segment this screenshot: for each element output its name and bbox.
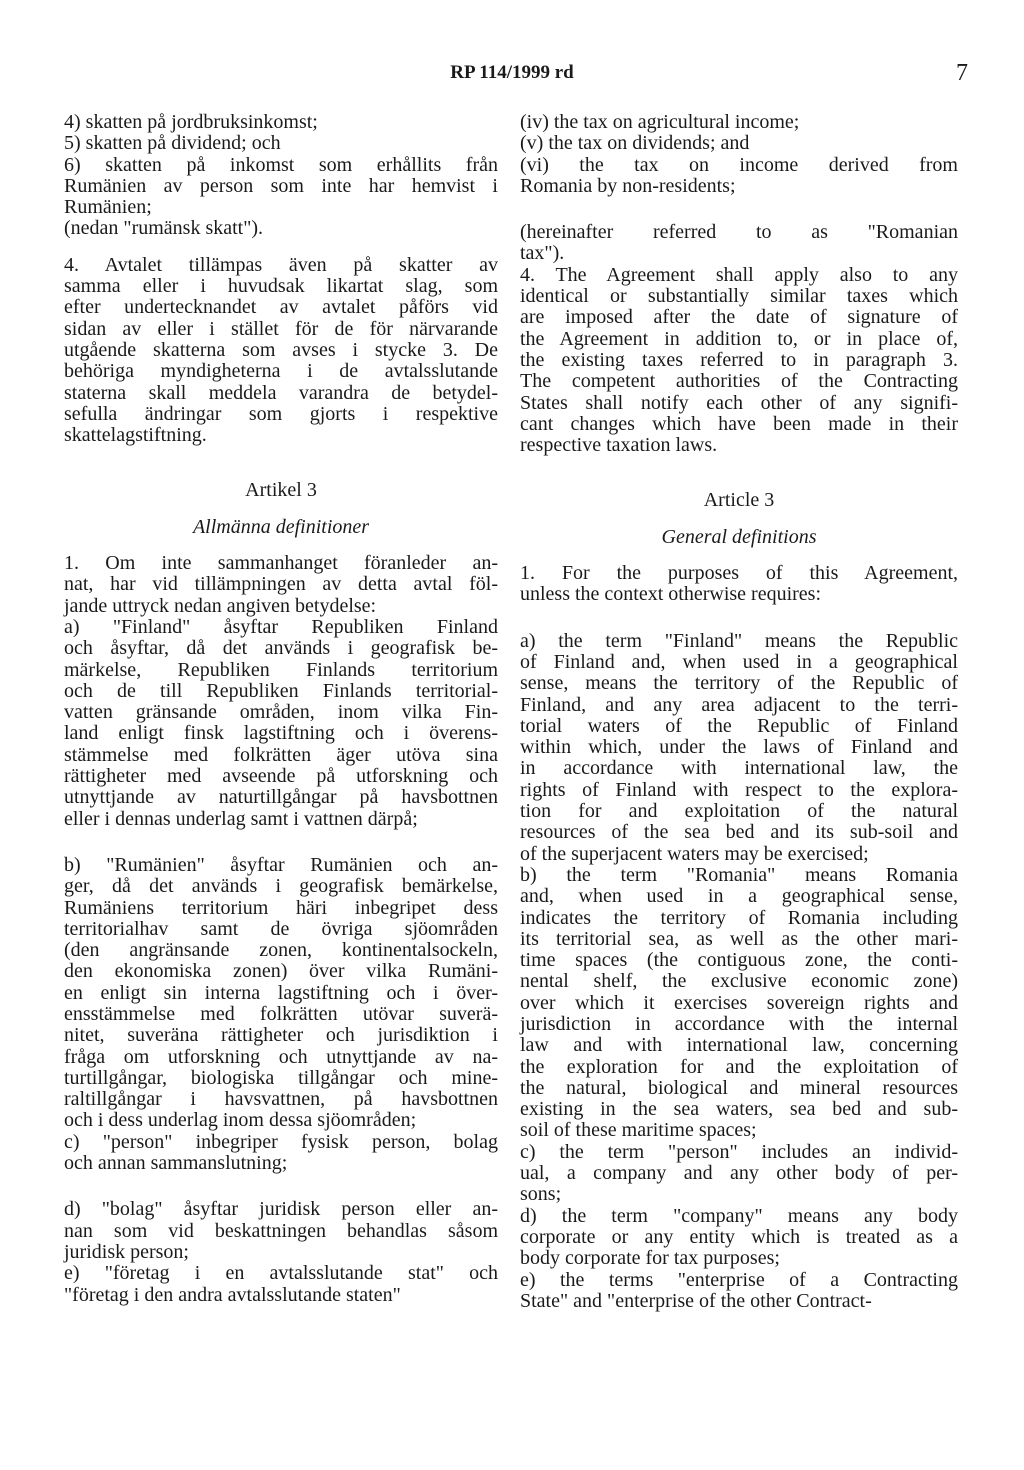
text-line: och de till Republiken Finlands territorial- — [64, 679, 498, 702]
sv-item-b — [64, 855, 498, 1132]
text-line: efter undertecknandet av avtalet påförs vid — [64, 296, 498, 319]
text-line: en enligt sin interna lagstiftning och i över- — [64, 981, 498, 1004]
sv-item-d — [64, 1199, 498, 1263]
text-line: nitet, suveräna rättigheter och jurisdiktion i — [64, 1024, 498, 1047]
text-line: tion for and exploitation of the natural — [520, 800, 958, 823]
text-line: raltillgångar i havsvattnen, på havsbottnen — [64, 1088, 498, 1111]
en-paragraph-4 — [520, 265, 958, 457]
text-line: och annan sammanslutning; — [64, 1152, 288, 1175]
text-line: Rumäniens territorium häri inbegripet dess — [64, 896, 498, 919]
text-line: b) "Rumänien" åsyftar Rumänien och an- — [64, 853, 498, 876]
text-line: e) the terms "enterprise of a Contracting — [520, 1268, 958, 1291]
text-line: its territorial sea, as well as the other mari- — [520, 927, 958, 950]
text-line: (nedan "rumänsk skatt"). — [64, 217, 264, 240]
text-line: nan som vid beskattningen behandlas såsom — [64, 1219, 498, 1242]
text-line: Rumänien; — [64, 196, 152, 219]
text-line: 1. Om inte sammanhanget föranleder an- — [64, 552, 498, 575]
en-paragraph-1 — [520, 563, 958, 606]
text-line: 4) skatten på jordbruksinkomst; — [64, 111, 318, 133]
text-line: a) "Finland" åsyftar Republiken Finland — [64, 615, 498, 638]
text-line: och åsyftar, då det används i geografisk be- — [64, 637, 498, 660]
text-line: sense, means the territory of the Republic of — [520, 672, 958, 695]
sv-item-a — [64, 617, 498, 830]
text-line: the natural, biological and mineral resources — [520, 1076, 958, 1099]
text-line: unless the context otherwise requires: — [520, 583, 822, 606]
english-column — [520, 112, 958, 1312]
text-line: c) "person" inbegriper fysisk person, bolag — [64, 1130, 498, 1153]
text-line: of Finland and, when used in a geographical — [520, 650, 958, 673]
text-line: respective taxation laws. — [520, 434, 718, 457]
text-line: rights of Finland with respect to the explora- — [520, 778, 958, 801]
text-line: a) the term "Finland" means the Republic — [520, 629, 958, 652]
en-article-heading: Article 3 — [703, 489, 775, 512]
text-line: utgående skatterna som avses i stycke 3. De — [64, 338, 498, 361]
text-line: vatten gränsande områden, inom vilka Fin- — [64, 701, 498, 724]
page-number: 7 — [956, 60, 968, 86]
text-line: (v) the tax on dividends; and — [520, 132, 750, 155]
text-line: (den angränsande zonen, kontinentalsockeln, — [64, 939, 498, 962]
text-line: rättigheter med avseende på utforskning och — [64, 765, 498, 788]
text-line: sons; — [520, 1183, 562, 1206]
text-line: State" and "enterprise of the other Contract- — [520, 1289, 872, 1312]
text-line: c) the term "person" includes an individ- — [520, 1140, 958, 1163]
text-line: e) "företag i en avtalsslutande stat" och — [64, 1262, 498, 1285]
en-article-title: General definitions — [661, 525, 817, 548]
text-line: soil of these maritime spaces; — [520, 1119, 757, 1142]
text-line: (vi) the tax on income derived from — [520, 153, 958, 176]
en-item-c — [520, 1142, 958, 1206]
text-line: eller i dennas underlag samt i vattnen därpå; — [64, 807, 418, 830]
en-intro-tail — [520, 222, 958, 265]
text-line: Rumänien av person som inte har hemvist i — [64, 174, 498, 197]
text-line: and, when used in a geographical sense, — [520, 885, 958, 908]
text-line: skattelagstiftning. — [64, 424, 207, 447]
text-line: sefulla ändringar som gjorts i respektive — [64, 402, 498, 425]
text-line: 4. The Agreement shall apply also to any — [520, 263, 958, 286]
text-line: cant changes which have been made in their — [520, 412, 958, 435]
text-line: fråga om utforskning och utnyttjande av na- — [64, 1045, 498, 1068]
text-line: jurisdiction in accordance with the internal — [520, 1012, 958, 1035]
text-line: tax"). — [520, 242, 565, 265]
sv-article-title: Allmänna definitioner — [192, 515, 370, 538]
text-line: turtillgångar, biologiska tillgångar och mine- — [64, 1066, 498, 1089]
text-line: the existing taxes referred to in paragraph 3. — [520, 348, 958, 371]
en-item-a — [520, 631, 958, 865]
text-line: Finland, and any area adjacent to the terri- — [520, 693, 958, 716]
text-line: (hereinafter referred to as "Romanian — [520, 221, 958, 244]
text-line: d) "bolag" åsyftar juridisk person eller an- — [64, 1198, 498, 1221]
text-line: 5) skatten på dividend; och — [64, 132, 281, 155]
text-line: law and with international law, concerning — [520, 1034, 958, 1057]
text-line: within which, under the laws of Finland and — [520, 736, 958, 759]
text-line: body corporate for tax purposes; — [520, 1247, 780, 1270]
text-line: existing in the sea waters, sea bed and sub- — [520, 1098, 958, 1121]
text-line: 1. For the purposes of this Agreement, — [520, 562, 958, 585]
text-line: 4. Avtalet tillämpas även på skatter av — [64, 253, 498, 276]
text-line: ensstämmelse med folkrätten utövar suverä- — [64, 1002, 498, 1025]
sv-article-heading: Artikel 3 — [245, 479, 317, 502]
text-line: "företag i den andra avtalsslutande staten" — [64, 1283, 401, 1306]
text-line: b) the term "Romania" means Romania — [520, 863, 958, 886]
text-line: d) the term "company" means any body — [520, 1204, 958, 1227]
text-line: och i dess underlag inom dessa sjöområden; — [64, 1109, 417, 1132]
sv-item-c — [64, 1132, 498, 1175]
document-reference: RP 114/1999 rd — [450, 62, 574, 83]
en-item-b — [520, 865, 958, 1142]
swedish-column — [64, 112, 498, 1306]
text-line: juridisk person; — [64, 1240, 189, 1263]
text-line: time spaces (the contiguous zone, the conti- — [520, 949, 958, 972]
page-header — [0, 60, 1024, 90]
text-line: identical or substantially similar taxes which — [520, 285, 958, 308]
en-item-e — [520, 1270, 958, 1313]
text-line: nental shelf, the exclusive economic zone) — [520, 970, 958, 993]
text-line: 6) skatten på inkomst som erhållits från — [64, 153, 498, 176]
text-line: utnyttjande av naturtillgångar på havsbottnen — [64, 786, 498, 809]
text-line: land enligt finsk lagstiftning och i överens- — [64, 722, 498, 745]
text-line: behöriga myndigheterna i de avtalsslutande — [64, 360, 498, 383]
text-line: märkelse, Republiken Finlands territorium — [64, 658, 498, 681]
text-line: of the superjacent waters may be exercised; — [520, 842, 869, 865]
text-line: den ekonomiska zonen) över vilka Rumäni- — [64, 960, 498, 983]
text-line: the exploration for and the exploitation of — [520, 1055, 958, 1078]
text-line: The competent authorities of the Contracting — [520, 370, 958, 393]
text-line: are imposed after the date of signature of — [520, 306, 958, 329]
text-line: ger, då det används i geografisk bemärkelse, — [64, 875, 498, 898]
en-intro — [520, 112, 958, 197]
sv-item-e — [64, 1263, 498, 1306]
text-line: sidan av eller i stället för de för närvarande — [64, 317, 498, 340]
text-line: (iv) the tax on agricultural income; — [520, 111, 800, 133]
text-line: territorialhav samt de övriga sjöområden — [64, 917, 498, 940]
text-line: jande uttryck nedan angiven betydelse: — [64, 594, 377, 617]
text-line: over which it exercises sovereign rights and — [520, 991, 958, 1014]
text-line: nat, har vid tillämpningen av detta avtal föl- — [64, 573, 498, 596]
text-line: stämmelse med folkrätten äger utöva sina — [64, 743, 498, 766]
text-line: staterna skall meddela varandra de betydel- — [64, 381, 498, 404]
text-line: torial waters of the Republic of Finland — [520, 714, 958, 737]
en-item-d — [520, 1206, 958, 1270]
text-line: Romania by non-residents; — [520, 174, 736, 197]
sv-paragraph-4 — [64, 255, 498, 447]
text-line: indicates the territory of Romania including — [520, 906, 958, 929]
text-line: the Agreement in addition to, or in place of, — [520, 327, 958, 350]
text-line: in accordance with international law, the — [520, 757, 958, 780]
text-line: States shall notify each other of any signifi- — [520, 391, 958, 414]
text-line: resources of the sea bed and its sub-soil and — [520, 821, 958, 844]
text-line: samma eller i huvudsak likartat slag, som — [64, 275, 498, 298]
sv-intro — [64, 112, 498, 240]
text-line: ual, a company and any other body of per- — [520, 1162, 958, 1185]
text-line: corporate or any entity which is treated as a — [520, 1225, 958, 1248]
sv-paragraph-1 — [64, 553, 498, 617]
